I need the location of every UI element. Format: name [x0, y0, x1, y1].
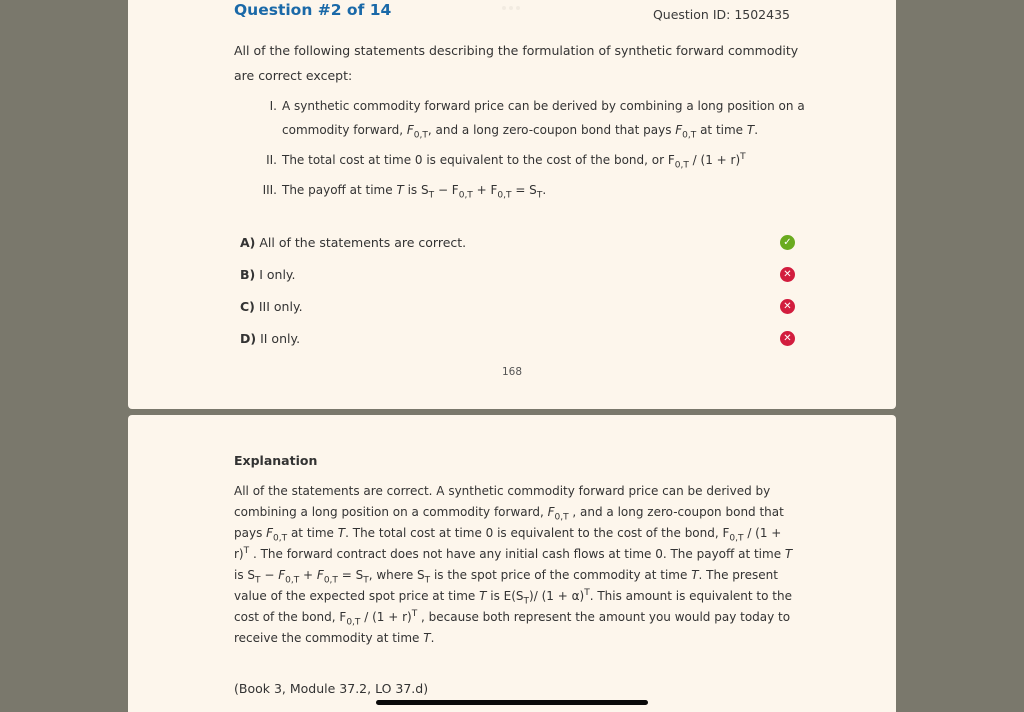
math-subscript: 0,T [346, 617, 361, 628]
answer-option-b[interactable] [240, 267, 296, 282]
explanation-title: Explanation [234, 453, 318, 468]
explanation-card [128, 415, 896, 712]
answer-row-c [240, 290, 795, 322]
math-symbol: F [316, 568, 324, 582]
option-text: III only. [258, 298, 303, 314]
answer-option-c[interactable] [240, 299, 303, 314]
math-subscript: T [255, 575, 261, 586]
option-letter: A) [240, 234, 256, 250]
math-subscript: T [428, 190, 435, 201]
page-number: 168 [501, 366, 523, 378]
statement-2 [255, 148, 815, 172]
question-stem: All of the following statements describing the formulation of synthetic forward commodity are correct except: [234, 43, 799, 83]
math-symbol: T [479, 589, 487, 603]
math-symbol: F [266, 526, 274, 540]
statement-text: + F [472, 183, 498, 197]
explanation-text: − [260, 568, 279, 582]
math-symbol: T [337, 526, 346, 540]
math-subscript: 0,T [554, 512, 569, 523]
statement-text: at time [696, 123, 747, 137]
explanation-text: is E(S [486, 589, 524, 603]
math-superscript: T [584, 588, 590, 598]
math-subscript: 0,T [285, 575, 300, 586]
question-title: Question #2 of 14 [234, 1, 392, 19]
math-symbol: T [396, 183, 404, 197]
explanation-text: is S [234, 568, 256, 582]
check-icon: ✓ [780, 235, 795, 250]
answer-option-a[interactable] [240, 235, 466, 250]
statement-list [255, 94, 815, 208]
statement-text: A synthetic commodity forward price can be derived by combining a long position on [282, 99, 794, 113]
math-symbol: F [406, 123, 414, 137]
option-text: II only. [260, 330, 301, 346]
math-symbol: F [547, 505, 555, 519]
x-icon: ✕ [780, 267, 795, 282]
math-subscript: 0,T [458, 190, 473, 201]
statement-text: . [754, 123, 759, 137]
math-symbol: F [675, 123, 683, 137]
option-letter: B) [240, 266, 256, 282]
math-subscript: 0,T [682, 130, 697, 141]
statement-1 [255, 94, 815, 142]
statement-text: The payoff at time [282, 183, 397, 197]
math-subscript: T [424, 575, 431, 586]
explanation-text: , and a long zero-coupon bond that pays [234, 505, 784, 540]
statement-text: − F [434, 183, 459, 197]
math-subscript: 0,T [729, 533, 744, 544]
math-subscript: T [363, 575, 369, 586]
option-letter: C) [240, 298, 255, 314]
math-subscript: T [536, 190, 543, 201]
explanation-text: at time [287, 526, 338, 540]
statement-body [282, 178, 815, 202]
explanation-text: = S [337, 568, 364, 582]
explanation-text: )/ (1 + α) [529, 589, 585, 603]
statement-number: I. [269, 99, 277, 113]
option-letter: D) [240, 330, 257, 346]
statement-text: = S [511, 183, 537, 197]
math-subscript: 0,T [497, 190, 512, 201]
home-indicator[interactable] [376, 700, 648, 705]
question-card [128, 0, 896, 409]
statement-text: / (1 + r) [688, 153, 741, 167]
explanation-text: . This amount is equivalent to the cost of the bond, F [234, 589, 792, 624]
answer-row-d [240, 322, 795, 354]
statement-number: II. [266, 153, 277, 167]
option-text: I only. [259, 266, 296, 282]
math-superscript: T [243, 546, 250, 556]
math-subscript: 0,T [323, 575, 338, 586]
statement-body [282, 148, 815, 172]
explanation-text: All of the statements are correct. A synthetic commodity forward price can be derived by combining a long position on a commodity forward, [234, 484, 771, 519]
explanation-text: , where S [368, 568, 425, 582]
statement-text: The total cost at time 0 is equivalent to the cost of the bond, or F [282, 153, 675, 167]
answer-options [240, 226, 795, 354]
math-symbol: T [423, 631, 431, 645]
answer-option-d[interactable] [240, 331, 300, 346]
math-subscript: 0,T [674, 160, 689, 171]
question-id: Question ID: 1502435 [652, 7, 790, 22]
explanation-text: . The total cost at time 0 is equivalent to the cost of the bond, F [345, 526, 730, 540]
math-symbol: T [691, 568, 699, 582]
explanation-text: . The forward contract does not have any initial cash flows at time 0. The payoff at time [249, 547, 785, 561]
option-text: All of the statements are correct. [259, 234, 467, 250]
explanation-text: . The present value of the expected spot price at time [234, 568, 778, 603]
explanation-text: , because both represent the amount you would pay today to receive the commodity at time [234, 610, 791, 645]
answer-row-b [240, 258, 795, 290]
answer-row-a [240, 226, 795, 258]
math-symbol: T [784, 547, 793, 561]
more-options-icon[interactable] [502, 6, 520, 10]
statement-text: . [542, 183, 547, 197]
explanation-text: is the spot price of the commodity at time [430, 568, 692, 582]
math-symbol: F [278, 568, 286, 582]
math-symbol: T [746, 123, 755, 137]
statement-number: III. [262, 183, 277, 197]
explanation-body [234, 481, 796, 649]
statement-3 [255, 178, 815, 202]
math-subscript: 0,T [413, 130, 428, 141]
math-superscript: T [740, 152, 746, 162]
math-subscript: T [523, 596, 530, 607]
statement-text: a commodity forward, [282, 99, 805, 137]
statement-text: , and a long zero-coupon bond that pays [427, 123, 676, 137]
explanation-text: + [299, 568, 317, 582]
x-icon: ✕ [780, 331, 795, 346]
explanation-reference: (Book 3, Module 37.2, LO 37.d) [234, 681, 429, 696]
x-icon: ✕ [780, 299, 795, 314]
explanation-text: . [430, 631, 435, 645]
statement-text: is S [403, 183, 429, 197]
explanation-text: / (1 + r) [360, 610, 412, 624]
statement-body [282, 94, 815, 142]
math-subscript: 0,T [273, 533, 288, 544]
explanation-text: / (1 + r) [234, 526, 782, 561]
math-superscript: T [411, 609, 418, 619]
